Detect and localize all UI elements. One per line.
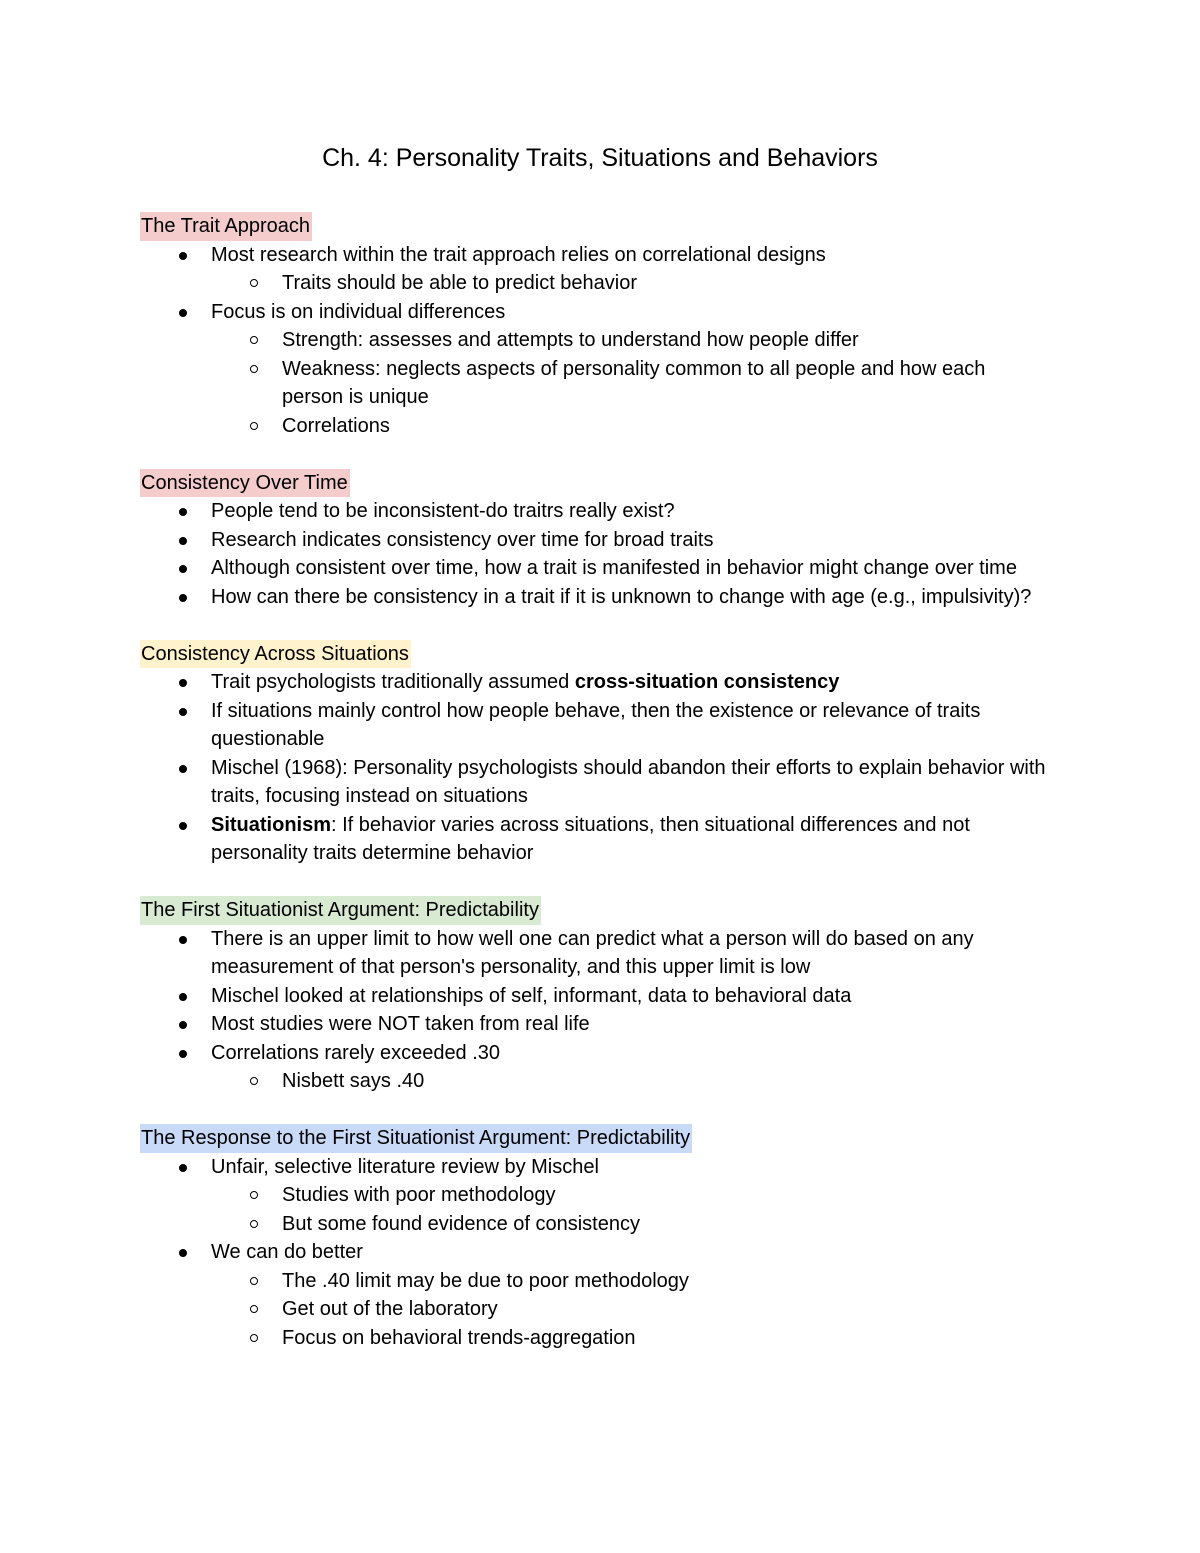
bullet-dot-icon	[179, 1021, 187, 1029]
bullet-dot-icon	[179, 679, 187, 687]
sub-list-item	[141, 1324, 1051, 1353]
sub-list	[211, 269, 1051, 298]
list-item-text: Mischel (1968): Personality psychologists should abandon their efforts to explain behavior with traits, focusing instead on situations	[211, 756, 1046, 807]
list-item	[141, 925, 1051, 982]
section-heading: The Response to the First Situationist Argument: Predictability	[140, 1124, 692, 1153]
sub-list-item	[141, 355, 1051, 412]
section	[141, 212, 1051, 440]
sub-list-item	[141, 1067, 1051, 1096]
sub-list-item	[141, 1210, 1051, 1239]
sub-list-item-text: Correlations	[282, 414, 390, 437]
bullet-list	[141, 668, 1051, 868]
sub-list-item-text: Weakness: neglects aspects of personality common to all people and how each person is unique	[282, 357, 986, 408]
list-item-text: Most research within the trait approach relies on correlational designs	[211, 243, 826, 266]
list-item	[141, 554, 1051, 583]
list-item-text: Mischel looked at relationships of self, informant, data to behavioral data	[211, 984, 852, 1007]
bullet-dot-icon	[179, 537, 187, 545]
hollow-bullet-icon	[250, 365, 258, 373]
list-item-text: Situationism: If behavior varies across situations, then situational differences and not personality traits determine behavior	[211, 813, 970, 864]
list-item	[141, 697, 1051, 754]
hollow-bullet-icon	[250, 422, 258, 430]
list-item-text: People tend to be inconsistent-do traitrs really exist?	[211, 500, 675, 522]
section	[141, 640, 1051, 868]
hollow-bullet-icon	[250, 1305, 258, 1313]
bullet-list	[141, 241, 1051, 441]
list-item	[141, 1153, 1051, 1239]
bullet-dot-icon	[179, 1249, 187, 1257]
list-item-text: Most studies were NOT taken from real life	[211, 1013, 590, 1035]
hollow-bullet-icon	[250, 1277, 258, 1285]
section-heading: The First Situationist Argument: Predictability	[140, 896, 541, 925]
bullet-dot-icon	[179, 309, 187, 317]
list-item	[141, 668, 1051, 697]
bold-term: Situationism	[211, 813, 332, 836]
sub-list-item-text: Focus on behavioral trends-aggregation	[282, 1326, 636, 1349]
sub-list-item-text: Strength: assesses and attempts to understand how people differ	[282, 329, 859, 351]
bullet-list	[141, 497, 1051, 611]
list-item	[141, 1010, 1051, 1039]
section-heading: Consistency Across Situations	[140, 640, 411, 669]
sub-list-item	[141, 1267, 1051, 1296]
list-item	[141, 241, 1051, 298]
bullet-dot-icon	[179, 1164, 187, 1172]
bullet-dot-icon	[179, 993, 187, 1001]
section-heading: The Trait Approach	[140, 212, 312, 241]
hollow-bullet-icon	[250, 1191, 258, 1199]
bullet-list	[141, 925, 1051, 1096]
list-item	[141, 1039, 1051, 1096]
list-item	[141, 583, 1051, 612]
bullet-dot-icon	[179, 594, 187, 602]
sub-list	[211, 326, 1051, 440]
page-title: Ch. 4: Personality Traits, Situations and Behaviors	[322, 144, 878, 172]
sub-list	[211, 1181, 1051, 1238]
hollow-bullet-icon	[250, 336, 258, 344]
bullet-list	[141, 1153, 1051, 1353]
sub-list-item	[141, 412, 1051, 441]
section	[141, 1124, 1051, 1352]
bullet-dot-icon	[179, 565, 187, 573]
bullet-dot-icon	[179, 936, 187, 944]
list-item	[141, 298, 1051, 441]
sub-list-item-text: Traits should be able to predict behavior	[282, 272, 638, 294]
list-item	[141, 526, 1051, 555]
sub-list-item-text: Studies with poor methodology	[282, 1184, 556, 1206]
sub-list-item-text: Nisbett says .40	[282, 1070, 425, 1092]
bullet-dot-icon	[179, 822, 187, 830]
list-item	[141, 497, 1051, 526]
list-item	[141, 1238, 1051, 1352]
bold-term: cross-situation consistency	[574, 671, 840, 693]
list-item-text: Trait psychologists traditionally assumed cross-situation consistency	[211, 671, 840, 693]
list-item-text: Correlations rarely exceeded .30	[211, 1041, 501, 1064]
section	[141, 896, 1051, 1096]
sub-list-item-text: But some found evidence of consistency	[282, 1212, 640, 1235]
bullet-dot-icon	[179, 765, 187, 773]
list-item	[141, 754, 1051, 811]
sub-list-item	[141, 269, 1051, 298]
list-item-text: We can do better	[211, 1241, 363, 1263]
list-item-text: Research indicates consistency over time for broad traits	[211, 528, 714, 551]
sub-list-item-text: The .40 limit may be due to poor methodology	[282, 1269, 689, 1292]
hollow-bullet-icon	[250, 279, 258, 287]
list-item-text: There is an upper limit to how well one can predict what a person will do based on any measurement of that person's personality, and this upper limit is low	[211, 927, 974, 978]
sub-list	[211, 1067, 1051, 1096]
sub-list-item-text: Get out of the laboratory	[282, 1298, 498, 1320]
sub-list	[211, 1267, 1051, 1353]
sub-list-item	[141, 326, 1051, 355]
section-heading: Consistency Over Time	[140, 469, 350, 498]
sub-list-item	[141, 1295, 1051, 1324]
hollow-bullet-icon	[250, 1334, 258, 1342]
bullet-dot-icon	[179, 1050, 187, 1058]
section	[141, 469, 1051, 612]
list-item	[141, 982, 1051, 1011]
notes-body	[141, 212, 1051, 1381]
list-item-text: Although consistent over time, how a trait is manifested in behavior might change over time	[211, 557, 1017, 579]
list-item-text: Unfair, selective literature review by Mischel	[211, 1155, 599, 1178]
list-item-text: If situations mainly control how people behave, then the existence or relevance of traits questionable	[211, 699, 981, 750]
hollow-bullet-icon	[250, 1077, 258, 1085]
bullet-dot-icon	[179, 508, 187, 516]
bullet-dot-icon	[179, 252, 187, 260]
list-item-text: Focus is on individual differences	[211, 300, 506, 323]
list-item-text: How can there be consistency in a trait if it is unknown to change with age (e.g., impulsivity)?	[211, 585, 1032, 608]
bullet-dot-icon	[179, 708, 187, 716]
hollow-bullet-icon	[250, 1220, 258, 1228]
list-item	[141, 811, 1051, 868]
sub-list-item	[141, 1181, 1051, 1210]
